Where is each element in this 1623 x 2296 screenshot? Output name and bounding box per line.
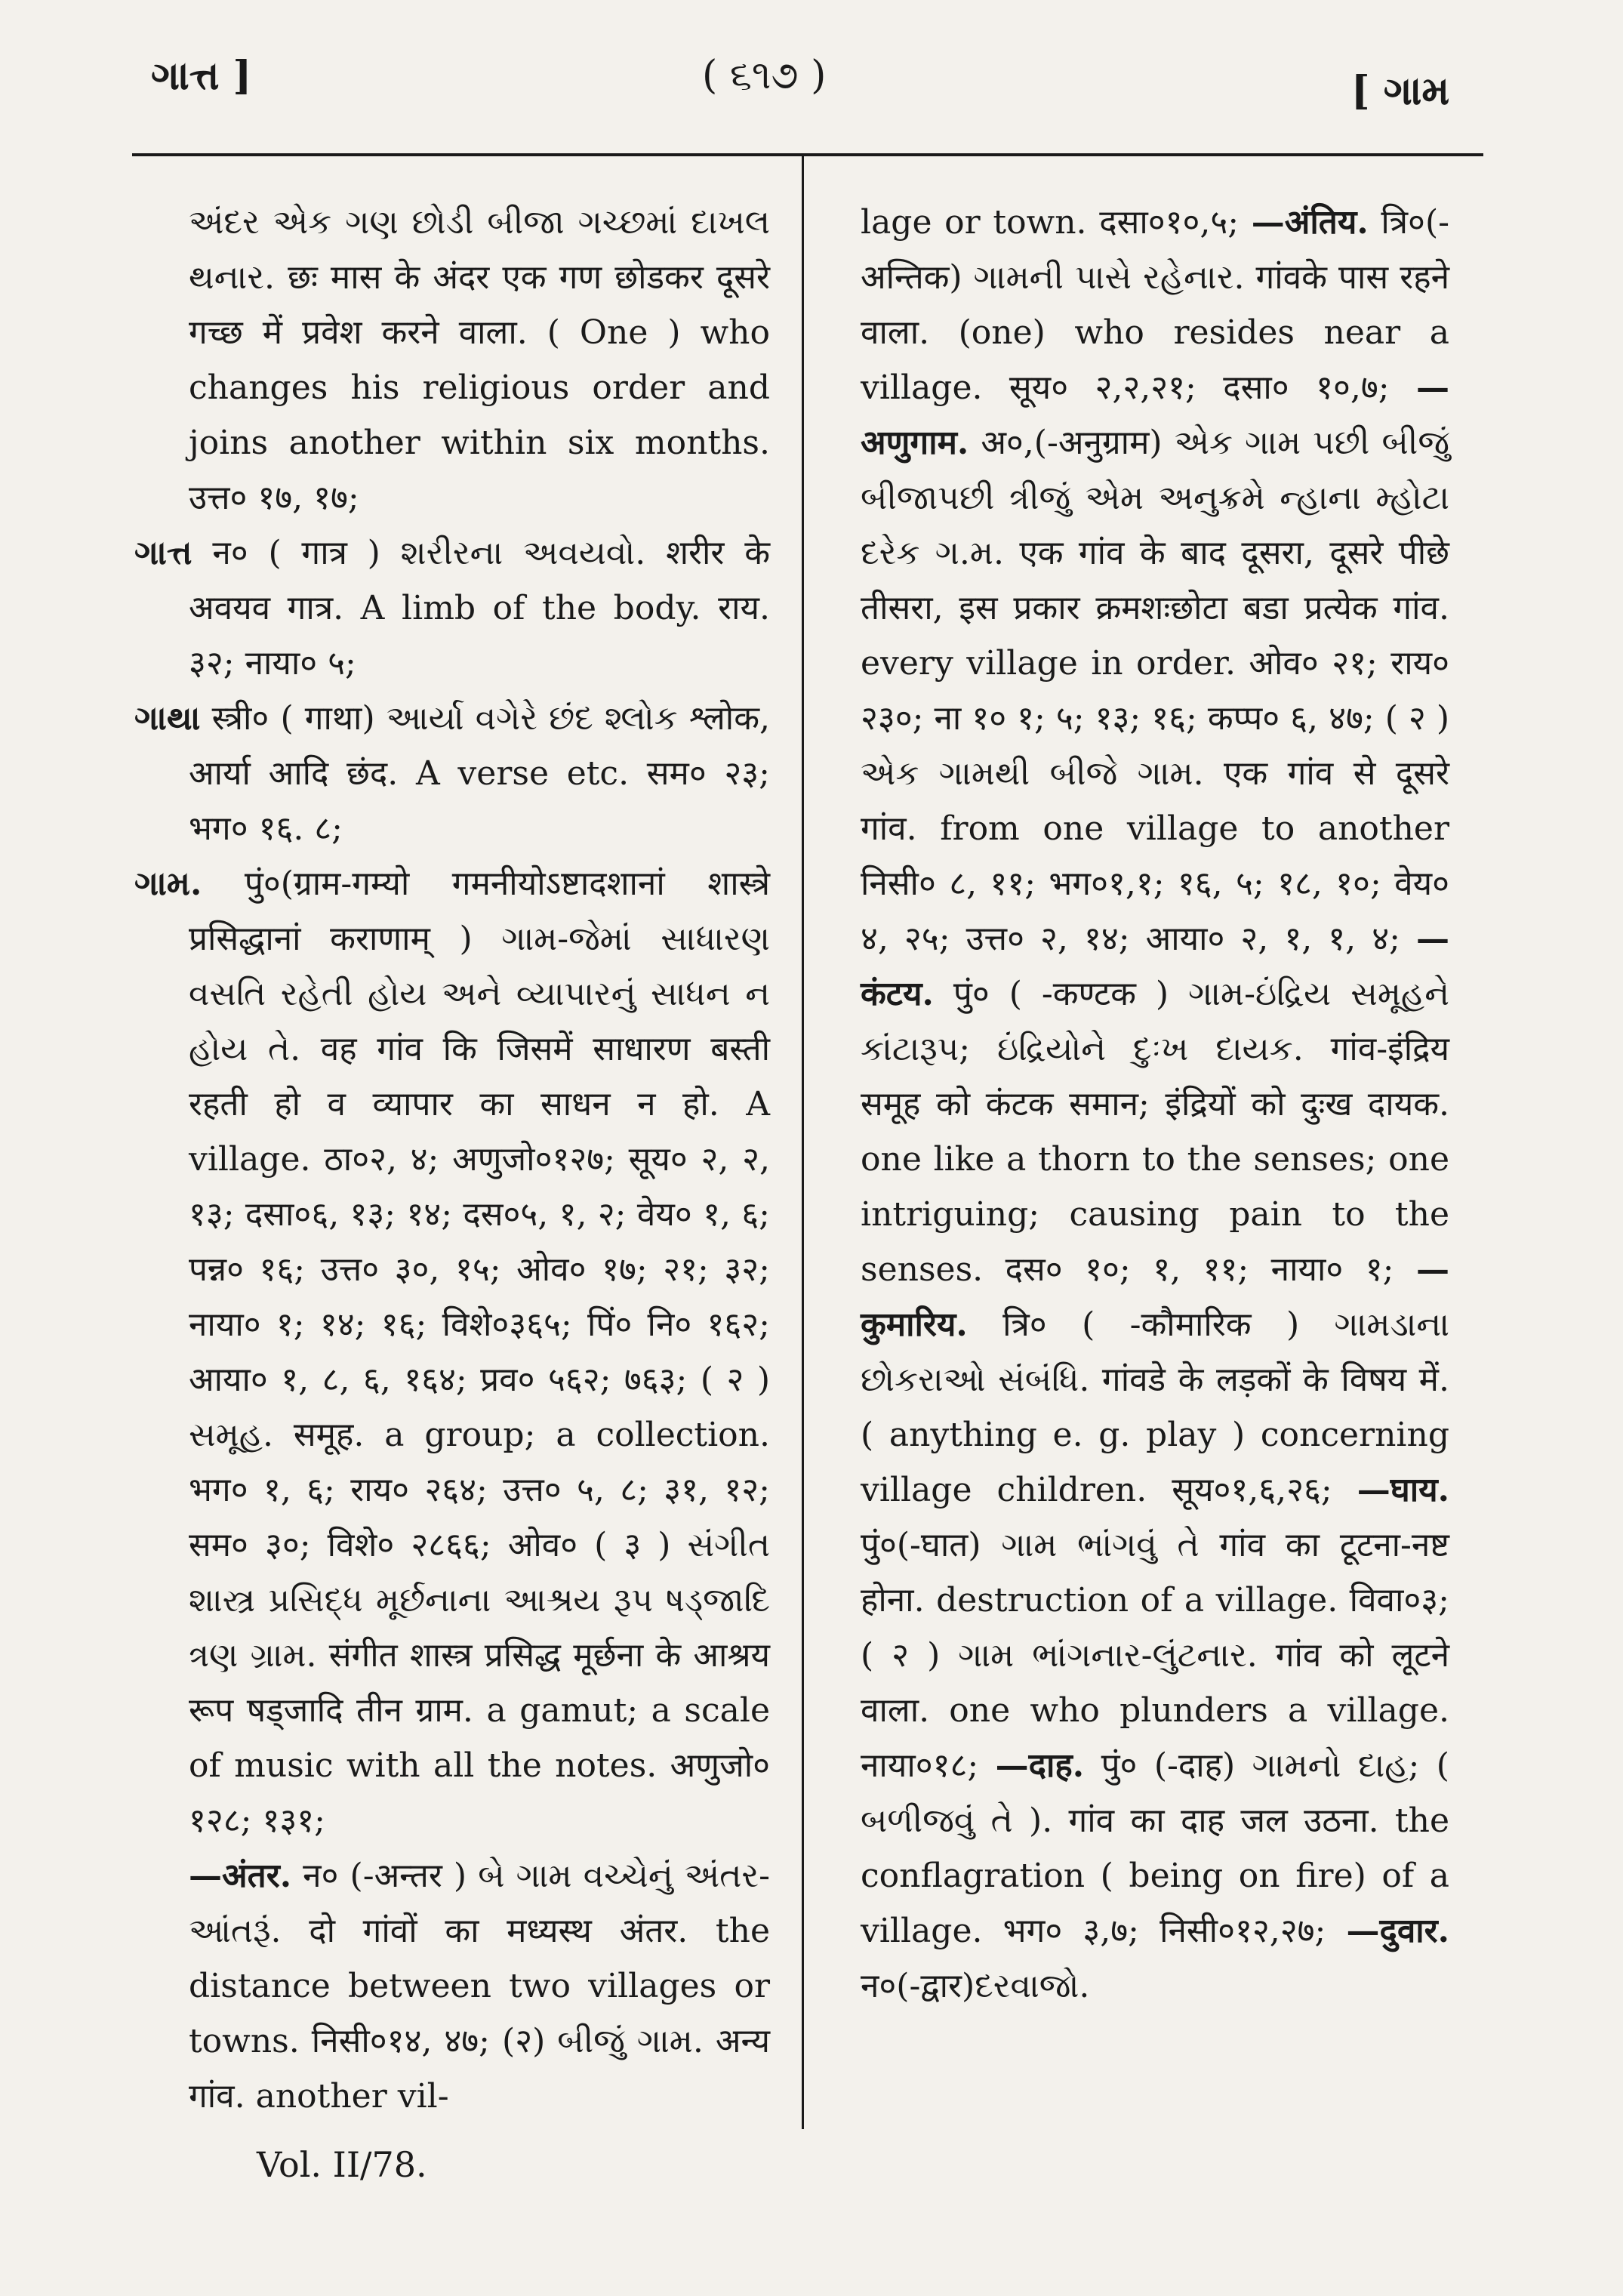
dictionary-entry: [134, 525, 770, 691]
page-header: [0, 53, 1623, 136]
entry-text: पुं० ( -कण्टक ) ગામ-ઇંદ્રિય સમૂહને કાંટારૂપ; ઇંદ્રિયોને દુઃખ દાયક. गांव-इंद्रिय समूह को कंटक समान; इंद्रियों को दुःख दायक. one like a thorn to the senses; one intriguing; causing pain to the senses. दस० १०; १, ११; नाया० १;: [861, 975, 1449, 1289]
dictionary-entry: [861, 195, 1449, 2014]
entry-headword: —कंटय.: [861, 920, 1449, 1013]
entry-text: न०(-द्वार)દરવાજો.: [861, 1967, 1090, 2005]
right-column: [861, 195, 1449, 2014]
entry-headword: —अणुगाम.: [861, 368, 1449, 462]
entry-headword: —अंतर.: [189, 1857, 292, 1895]
entry-headword: —अंतिय.: [1251, 203, 1369, 242]
entry-text: स्त्री० ( गाथा) આર્યા વગેરે છંદ શ્લોક श्लोक, आर्या आदि छंद. A verse etc. सम० २३; भग० १६. ८;: [189, 699, 770, 848]
left-column: [134, 195, 770, 2124]
entry-text: पुं०(-घात) ગામ ભાંગવું તે गांव का टूटना-नष्ट होना. destruction of a village. विवा०३; ( २ ) ગામ ભાંગનાર-લુંટનાર. गांव को लूटने वाला. one who plunders a village. नाया०१८;: [861, 1526, 1449, 1785]
header-rule: [132, 153, 1483, 156]
entry-text: અંદર એક ગણ છોડી બીજા ગચ્છમાં દાખલ થનાર. छः मास के अंदर एक गण छोडकर दूसरे गच्छ में प्रवेश करने वाला. ( One ) who changes his religious order and joins another within six months. उत्त० १७, १७;: [189, 203, 770, 517]
page-number: ( ૬૧૭ ): [702, 53, 827, 98]
entry-headword: —कुमारिय.: [861, 1250, 1449, 1344]
entry-text: न० (-अन्तर ) બે ગામ વચ્ચેનું અંતર-આંતરૂં. दो गांवों का मध्यस्थ अंतर. the distance between two villages or towns. निसी०१४, ४७; (२) બીજું ગામ. अन्य गांव. another vil-: [189, 1857, 770, 2116]
dictionary-entry: [134, 691, 770, 856]
entry-headword: —दाह.: [995, 1746, 1085, 1785]
entry-text: पुं०(ग्राम-गम्यो गमनीयोऽष्टादशानां शास्त्रे प्रसिद्धानां कराणाम् ) ગામ-જેમાં સાધારણ વસતિ રહેતી હોય અને વ્યાપારનું સાધન ન હોય તે. वह गांव कि जिसमें साधारण बस्ती रहती हो व व्यापार का साधन न हो. A village. ठा०२, ४; अणुजो०१२७; सूय० २, २, १३; दसा०६, १३; १४; दस०५, १, २; वेय० १, ६; पन्न० १६; उत्त० ३०, १५; ओव० १७; २१; ३२; नाया० १; १४; १६; विशे०३६५; पिं० नि० १६२; आया० १, ८, ६, १६४; प्रव० ५६२; ७६३; ( २ ) સમૂહ. समूह. a group; a collection. भग० १, ६; राय० २६४; उत्त० ५, ८; ३१, १२; सम० ३०; विशे० २८६६; ओव० ( ३ ) સંગીત શાસ્ત્ર પ્રસિદ્ધ મૂર્છનાના આશ્રય રૂપ ષડ્જાદિ ત્રણ ગ્રામ. संगीत शास्त्र प्रसिद्ध मूर्छना के आश्रय रूप षड्जादि तीन ग्राम. a gamut; a scale of music with all the notes. अणुजो० १२८; १३१;: [189, 864, 770, 1840]
entry-headword: ગાથા: [134, 699, 201, 738]
entry-text: त्रि० ( -कौमारिक ) ગામડાના છોકરાઓ સંબંધિ. गांवडे के लड़कों के विषय में. ( anything e. g. play ) concerning village children. सूय०१,६,२६;: [861, 1305, 1449, 1509]
volume-footer: Vol. II/78.: [257, 2144, 427, 2185]
entry-text: lage or town. दसा०१०,५;: [861, 203, 1240, 242]
entry-text: त्रि०(-अन्तिक) ગામની પાસે રહેનાર. गांवके पास रहने वाला. (one) who resides near a village. सूय० २,२,२१; दसा० १०,७;: [861, 203, 1449, 407]
dictionary-entry: [134, 195, 770, 525]
entry-headword: ગાત્ત: [134, 534, 192, 572]
running-head-right: [ ગામ: [1351, 68, 1450, 114]
dictionary-subentry: [134, 1848, 770, 2124]
entry-headword: ગામ.: [134, 864, 202, 903]
column-divider: [802, 155, 804, 2129]
entry-text: न० ( गात्र ) શરીરના અવયવો. शरीर के अवयव गात्र. A limb of the body. राय. ३२; नाया० ५;: [189, 534, 770, 683]
running-head-left: ગાત્ત ]: [151, 53, 252, 99]
entry-headword: —घाय.: [1357, 1471, 1449, 1509]
entry-headword: —दुवार.: [1346, 1912, 1449, 1950]
entry-text: अ०,(-अनुग्राम) એક ગામ પછી બીજું બીજાપછી ત્રીજું એમ અનુક્રમે ન્હાના મ્હોટા દરેક ગ.મ. एक गांव के बाद दूसरा, दूसरे पीछे तीसरा, इस प्रकार क्रमशःछोटा बडा प्रत्येक गांव. every village in order. ओव० २१; राय० २३०; ना १० १; ५; १३; १६; कप्प० ६, ४७; ( २ ) એક ગામથી બીજે ગામ. एक गांव से दूसरे गांव. from one village to another निसी० ८, ११; भग०१,१; १६, ५; १८, १०; वेय० ४, २५; उत्त० २, १४; आया० २, १, १, ४;: [861, 424, 1449, 958]
dictionary-entry: [134, 856, 770, 1848]
entry-text: पुं० (-दाह) ગામનો દાહ; ( બળીજવું તે ). गांव का दाह जल उठना. the conflagration ( being on fire) of a village. भग० ३,७; निसी०१२,२७;: [861, 1746, 1449, 1950]
